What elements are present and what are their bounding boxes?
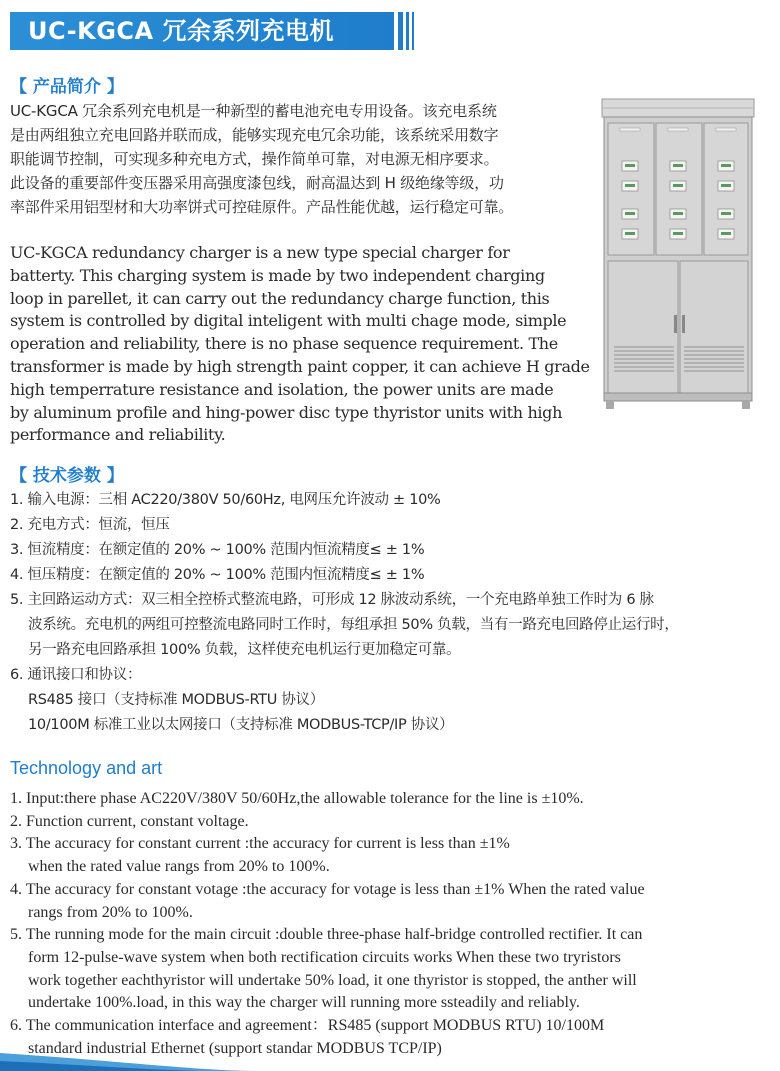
page-title: UC-KGCA 冗余系列充电机 [28, 17, 334, 45]
intro-en-line: operation and reliability, there is no phase sequence requirement. The [10, 334, 558, 354]
specs-list [10, 488, 775, 738]
tech-item: 3. The accuracy for constant current :the accuracy for current is less than ±1% [10, 835, 510, 853]
tech-item-continuation: work together eachthyristor will undertake 50% load, it one thyristor is stopped, the anther will [28, 971, 637, 989]
tech-item-continuation: rangs from 20% to 100%. [28, 903, 193, 921]
spec-item-continuation: 另一路充电回路承担 100% 负载，这样使充电机运行更加稳定可靠。 [28, 642, 461, 658]
spec-item: 5. 主回路运动方式：双三相全控桥式整流电路，可形成 12 脉波动系统，一个充电路单独工作时为 6 脉 [10, 592, 654, 608]
tech-list [10, 788, 775, 1060]
intro-cn-paragraph [10, 99, 580, 219]
intro-cn-line: 职能调节控制，可实现多种充电方式，操作简单可靠，对电源无相序要求。 [10, 150, 499, 168]
intro-cn-line: 率部件采用铝型材和大功率饼式可控硅原件。产品性能优越，运行稳定可靠。 [10, 198, 514, 216]
decorative-wave [0, 1031, 780, 1071]
tech-item: 5. The running mode for the main circuit :double three-phase half-bridge controlled rectifier. It can [10, 926, 643, 944]
tech-item: 4. The accuracy for constant votage :the accuracy for votage is less than ±1% When the rated value [10, 880, 645, 898]
tech-item-continuation: form 12-pulse-wave system when both rectification circuits works When these two tryristors [28, 948, 621, 966]
spec-item-continuation: 10/100M 标准工业以太网接口（支持标准 MODBUS-TCP/IP 协议） [28, 717, 454, 733]
tech-item: 6. The communication interface and agreement：RS485 (support MODBUS RTU) 10/100M [10, 1017, 605, 1035]
tech-item: 2. Function current, constant voltage. [10, 812, 249, 830]
spec-item: 6. 通讯接口和协议： [10, 667, 142, 683]
tech-item-continuation: undertake 100%.load, in this way the charger will running more ssteadily and reliably. [28, 994, 580, 1012]
charger-cabinet-image [598, 95, 758, 415]
spec-item: 4. 恒压精度：在额定值的 20% ~ 100% 范围内恒流精度≤ ± 1% [10, 567, 425, 583]
intro-en-line: batterty. This charging system is made by two independent charging [10, 265, 545, 285]
intro-cn-line: UC-KGCA 冗余系列充电机是一种新型的蓄电池充电专用设备。该充电系统 [10, 102, 497, 120]
tech-section-title: Technology and art [10, 758, 163, 778]
tech-item: 1. Input:there phase AC220V/380V 50/60Hz,the allowable tolerance for the line is ±10%. [10, 790, 584, 807]
intro-en-line: loop in parellet, it can carry out the redundancy charge function, this [10, 288, 550, 308]
intro-en-paragraph [10, 242, 590, 447]
page-title-banner [10, 12, 394, 50]
spec-item: 1. 输入电源：三相 AC220/380V 50/60Hz, 电网压允许波动 ± 10% [10, 492, 441, 508]
tech-item-continuation: when the rated value rangs from 20% to 100%. [28, 858, 330, 876]
spec-item: 2. 充电方式：恒流，恒压 [10, 517, 170, 533]
intro-cn-line: 此设备的重要部件变压器采用高强度漆包线，耐高温达到 H 级绝缘等级，功 [10, 174, 504, 192]
banner-decor-bars [398, 12, 416, 50]
tech-item-continuation: standard industrial Ethernet (support standar MODBUS TCP/IP) [28, 1039, 442, 1057]
intro-en-line: performance and reliability. [10, 425, 226, 445]
intro-en-line: high temperrature resistance and isolation, the power units are made [10, 379, 554, 399]
intro-en-line: transformer is made by high strength paint copper, it can achieve H grade [10, 356, 590, 376]
intro-en-line: system is controlled by digital inteligent with multi chage mode, simple [10, 311, 567, 331]
intro-en-line: UC-KGCA redundancy charger is a new type special charger for [10, 243, 510, 262]
intro-en-line: by aluminum profile and hing-power disc type thyristor units with high [10, 402, 563, 422]
specs-section-title: 【 技术参数 】 [10, 466, 124, 486]
spec-item-continuation: 波系统。充电机的两组可控整流电路同时工作时，每组承担 50% 负载，当有一路充电回路停止运行时， [28, 617, 679, 633]
intro-cn-line: 是由两组独立充电回路并联而成，能够实现充电冗余功能，该系统采用数字 [10, 126, 499, 144]
spec-item-continuation: RS485 接口（支持标准 MODBUS-RTU 协议） [28, 692, 324, 708]
spec-item: 3. 恒流精度：在额定值的 20% ~ 100% 范围内恒流精度≤ ± 1% [10, 542, 425, 558]
intro-section-title: 【 产品简介 】 [10, 77, 124, 97]
